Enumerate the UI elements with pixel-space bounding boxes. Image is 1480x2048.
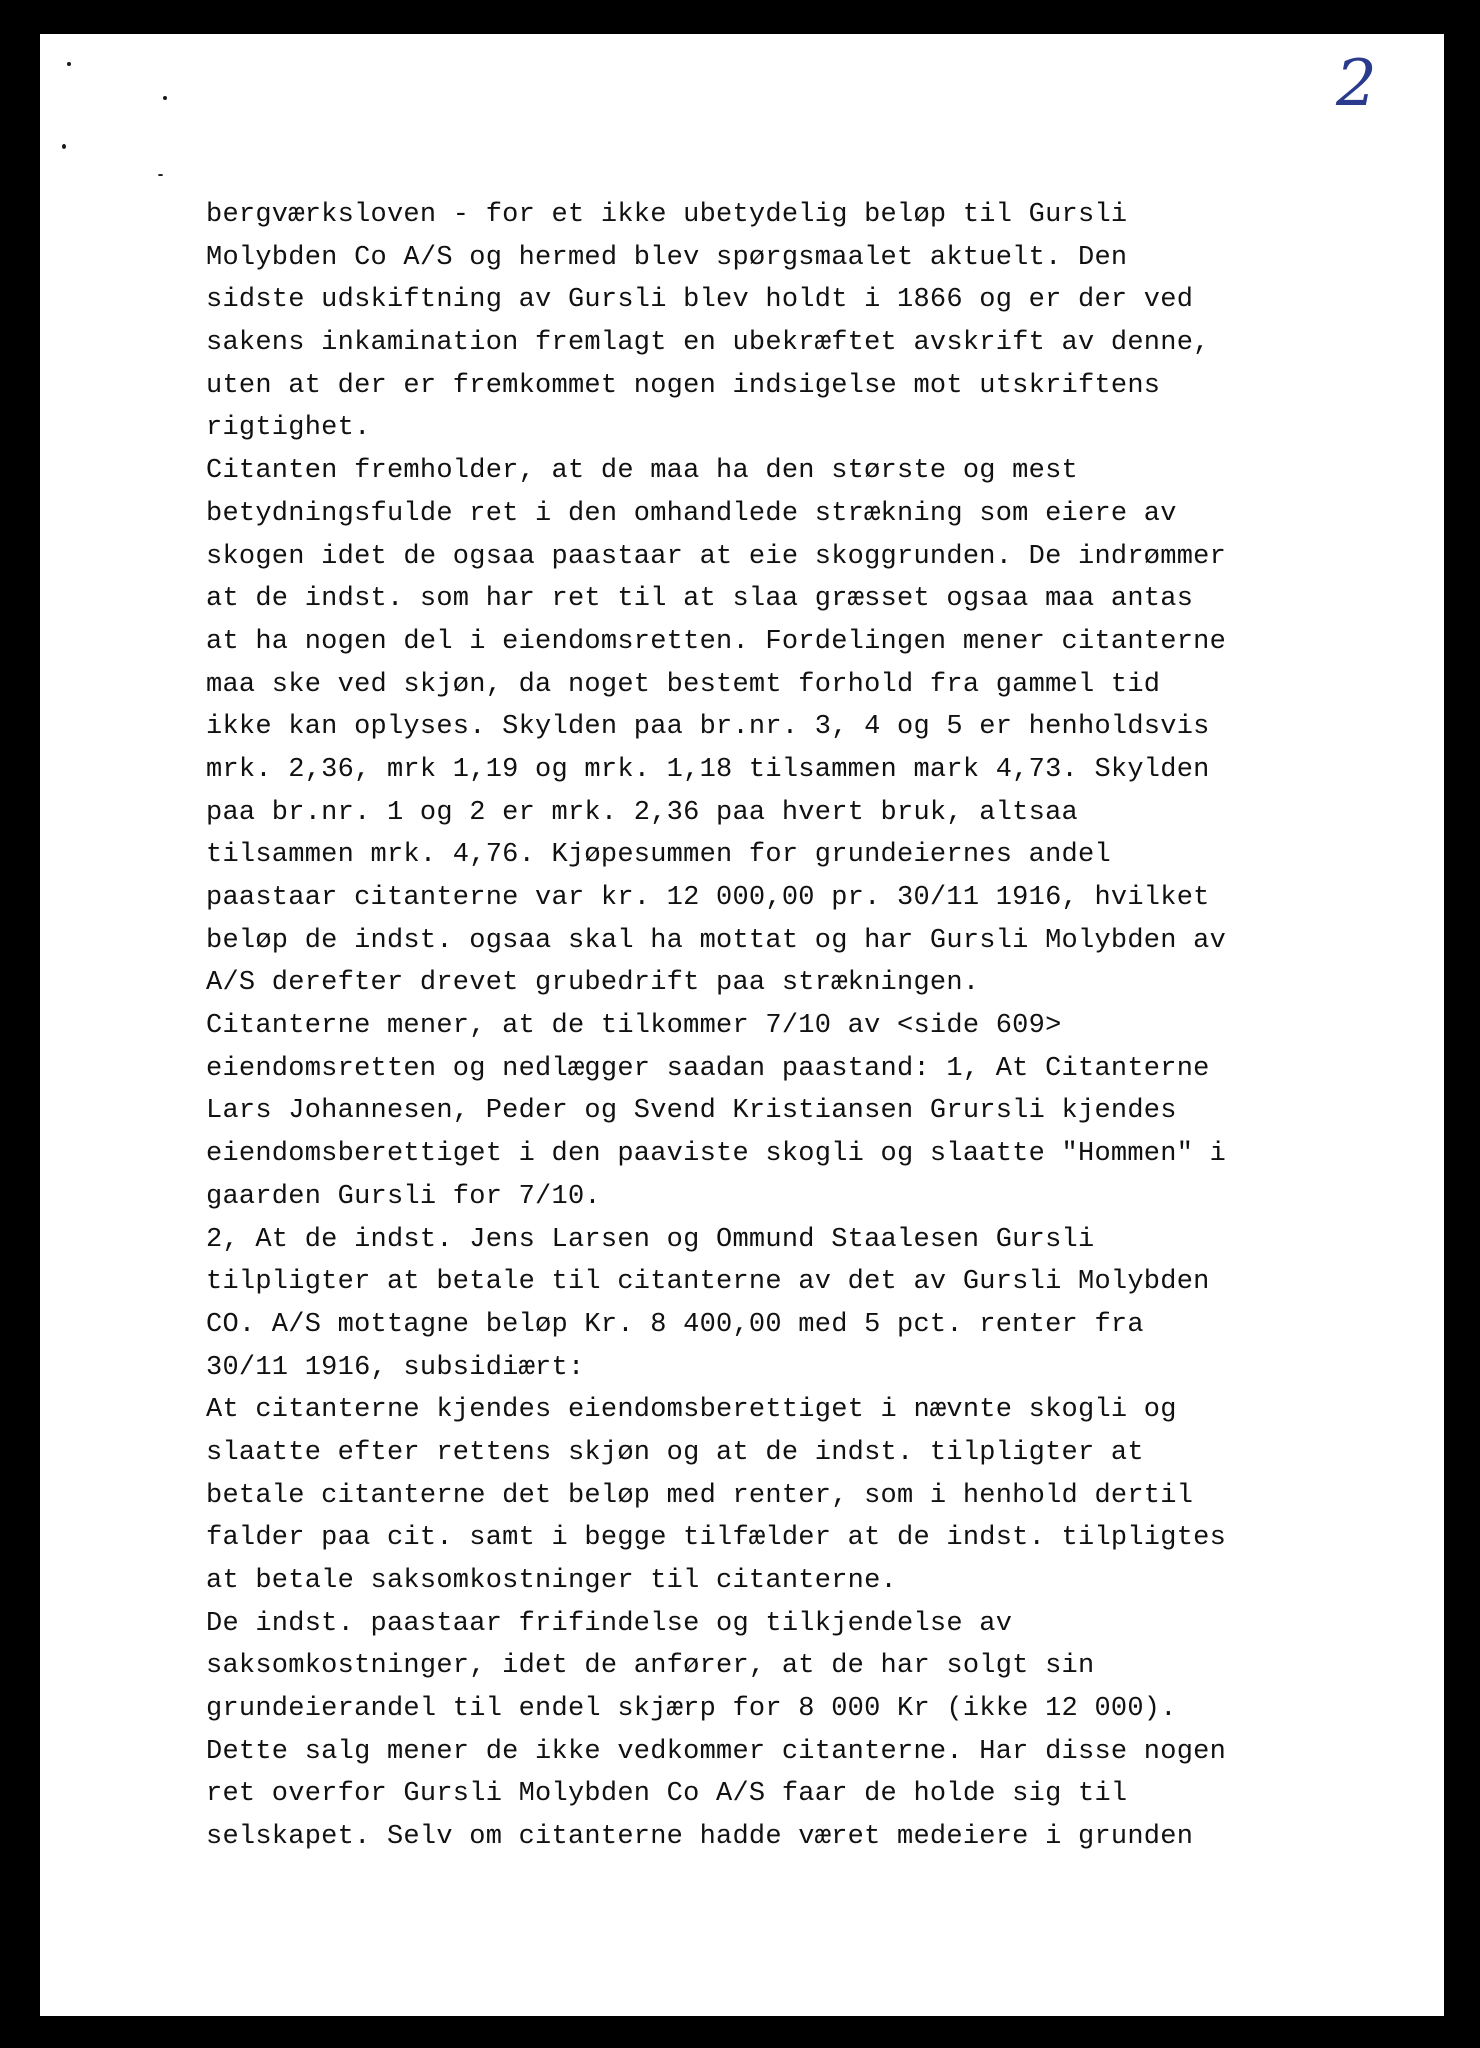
text-line: slaatte efter rettens skjøn og at de indst. tilpligter at <box>206 1437 1144 1468</box>
text-line: rigtighet. <box>206 413 371 444</box>
margin-speck <box>158 174 163 176</box>
body-text <box>206 194 1386 1859</box>
text-line: eiendomsretten og nedlægger saadan paastand: 1, At Citanterne <box>206 1053 1210 1084</box>
text-line: At citanterne kjendes eiendomsberettiget i nævnte skogli og <box>206 1395 1177 1426</box>
text-line: ret overfor Gursli Molybden Co A/S faar de holde sig til <box>206 1779 1128 1810</box>
text-line: Lars Johannesen, Peder og Svend Kristiansen Grursli kjendes <box>206 1096 1177 1127</box>
text-line: bergværksloven - for et ikke ubetydelig beløp til Gursli <box>206 200 1128 230</box>
text-line: skogen idet de ogsaa paastaar at eie skoggrunden. De indrømmer <box>206 541 1227 572</box>
text-line: 2, At de indst. Jens Larsen og Ommund Staalesen Gursli <box>206 1224 1095 1255</box>
handwritten-page-number: 2 <box>1336 47 1377 121</box>
document-page <box>40 34 1444 2016</box>
text-line: selskapet. Selv om citanterne hadde været medeiere i grunden <box>206 1822 1194 1853</box>
text-line: at betale saksomkostninger til citanterne. <box>206 1566 898 1596</box>
text-line: gaarden Gursli for 7/10. <box>206 1181 601 1212</box>
text-line: paastaar citanterne var kr. 12 000,00 pr. 30/11 1916, hvilket <box>206 883 1210 913</box>
text-line: betydningsfulde ret i den omhandlede strækning som eiere av <box>206 498 1177 529</box>
text-line: grundeierandel til endel skjærp for 8 000 Kr (ikke 12 000). <box>206 1694 1177 1725</box>
text-line: Citanten fremholder, at de maa ha den største og mest <box>206 456 1078 487</box>
text-line: at de indst. som har ret til at slaa græsset ogsaa maa antas <box>206 584 1194 615</box>
text-line: beløp de indst. ogsaa skal ha mottat og har Gursli Molybden av <box>206 925 1227 956</box>
text-line: paa br.nr. 1 og 2 er mrk. 2,36 paa hvert bruk, altsaa <box>206 797 1078 828</box>
text-line: sidste udskiftning av Gursli blev holdt i 1866 og er der ved <box>206 285 1194 316</box>
margin-speck <box>67 62 71 66</box>
text-line: De indst. paastaar frifindelse og tilkjendelse av <box>206 1608 1013 1639</box>
text-line: ikke kan oplyses. Skylden paa br.nr. 3, 4 og 5 er henholdsvis <box>206 712 1210 743</box>
margin-speck <box>163 96 167 100</box>
text-line: 30/11 1916, subsidiært: <box>206 1352 585 1383</box>
text-line: CO. A/S mottagne beløp Kr. 8 400,00 med 5 pct. renter fra <box>206 1309 1144 1340</box>
text-line: Molybden Co A/S og hermed blev spørgsmaalet aktuelt. Den <box>206 242 1128 273</box>
text-line: eiendomsberettiget i den paaviste skogli og slaatte "Hommen" i <box>206 1139 1227 1170</box>
text-line: A/S derefter drevet grubedrift paa strækningen. <box>206 968 980 999</box>
text-line: mrk. 2,36, mrk 1,19 og mrk. 1,18 tilsammen mark 4,73. Skylden <box>206 754 1210 785</box>
text-line: Citanterne mener, at de tilkommer 7/10 av <side 609> <box>206 1011 1062 1042</box>
text-line: falder paa cit. samt i begge tilfælder at de indst. tilpligtes <box>206 1523 1227 1554</box>
text-line: betale citanterne det beløp med renter, som i henhold dertil <box>206 1480 1194 1511</box>
text-line: sakens inkamination fremlagt en ubekræftet avskrift av denne, <box>206 328 1210 359</box>
margin-speck <box>62 144 66 149</box>
text-line: Dette salg mener de ikke vedkommer citanterne. Har disse nogen <box>206 1736 1227 1767</box>
text-line: tilsammen mrk. 4,76. Kjøpesummen for grundeiernes andel <box>206 840 1111 871</box>
text-line: uten at der er fremkommet nogen indsigelse mot utskriftens <box>206 370 1161 401</box>
text-line: maa ske ved skjøn, da noget bestemt forhold fra gammel tid <box>206 669 1161 700</box>
text-line: saksomkostninger, idet de anfører, at de har solgt sin <box>206 1651 1095 1682</box>
text-line: at ha nogen del i eiendomsretten. Fordelingen mener citanterne <box>206 626 1227 657</box>
text-line: tilpligter at betale til citanterne av det av Gursli Molybden <box>206 1267 1210 1298</box>
